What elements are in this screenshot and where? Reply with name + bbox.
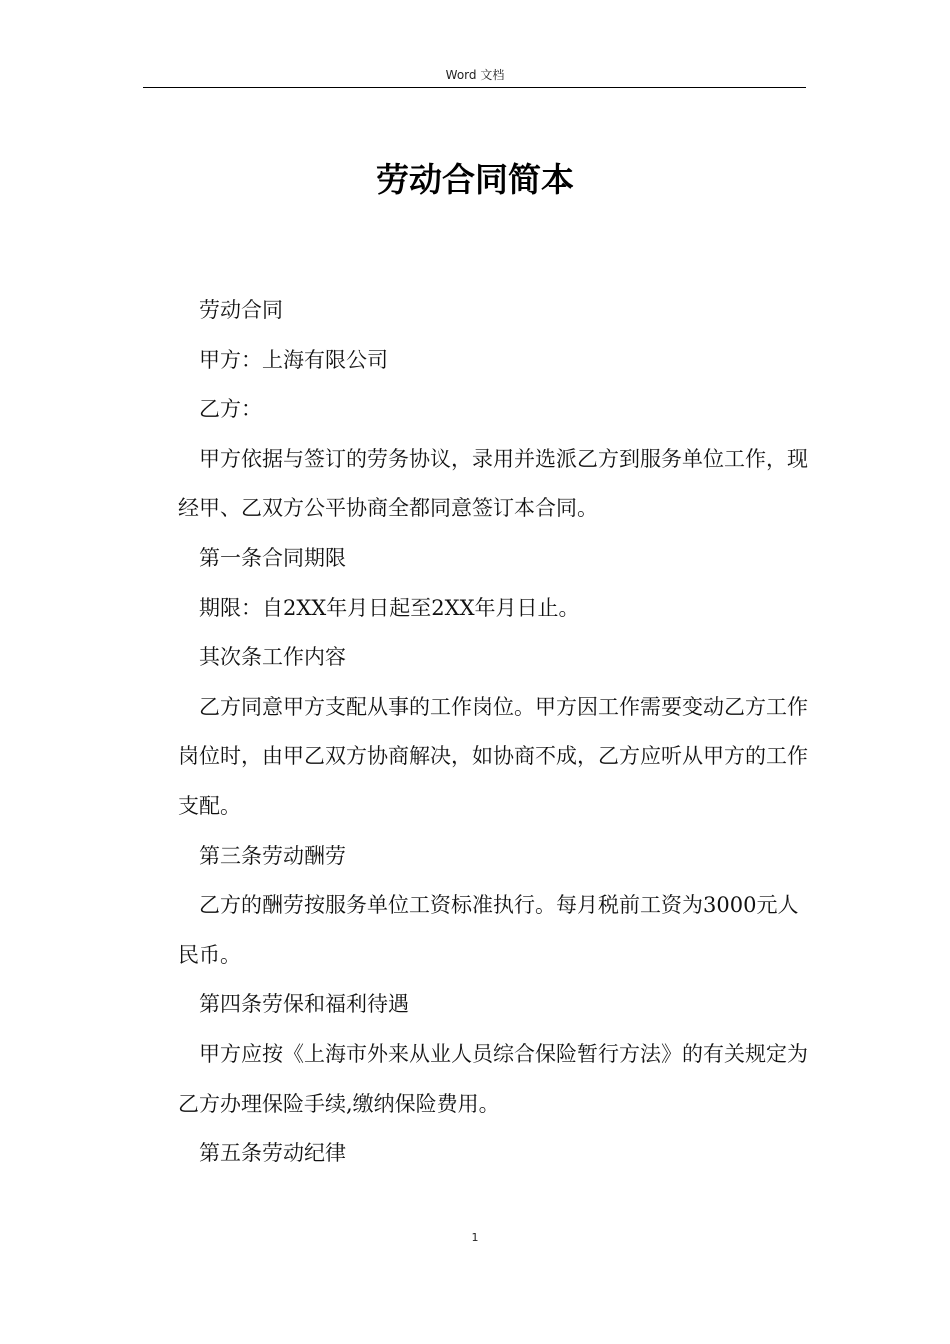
paragraph-article-4-heading: 第四条劳保和福利待遇 bbox=[199, 992, 409, 1017]
document-title: 劳动合同简本 bbox=[376, 160, 574, 199]
header-divider bbox=[143, 87, 806, 88]
document-body bbox=[178, 286, 808, 1179]
paragraph-article-3-heading: 第三条劳动酬劳 bbox=[199, 843, 346, 868]
paragraph-party-b: 乙方： bbox=[199, 397, 262, 422]
page-number: 1 bbox=[471, 1231, 479, 1244]
paragraph-insurance: 甲方应按《上海市外来从业人员综合保险暂行方法》的有关规定为乙方办理保险手续,缴纳保险费用。 bbox=[178, 1041, 808, 1116]
paragraph-work-content: 乙方同意甲方支配从事的工作岗位。甲方因工作需要变动乙方工作岗位时，由甲乙双方协商解决，如协商不成，乙方应听从甲方的工作支配。 bbox=[178, 694, 808, 818]
paragraph-article-5-heading: 第五条劳动纪律 bbox=[199, 1141, 346, 1166]
paragraph-article-2-heading: 其次条工作内容 bbox=[199, 645, 346, 670]
paragraph-remuneration: 乙方的酬劳按服务单位工资标准执行。每月税前工资为3000元人民币。 bbox=[178, 893, 799, 967]
paragraph-party-a: 甲方：上海有限公司 bbox=[199, 347, 388, 372]
page-header-label: Word 文档 bbox=[445, 68, 505, 82]
paragraph-term: 期限：自2XX年月日起至2XX年月日止。 bbox=[199, 595, 580, 620]
paragraph-preamble: 甲方依据与签订的劳务协议，录用并选派乙方到服务单位工作，现经甲、乙双方公平协商全都同意签订本合同。 bbox=[178, 446, 808, 521]
paragraph-contract-heading: 劳动合同 bbox=[199, 298, 283, 322]
paragraph-article-1-heading: 第一条合同期限 bbox=[199, 545, 346, 570]
